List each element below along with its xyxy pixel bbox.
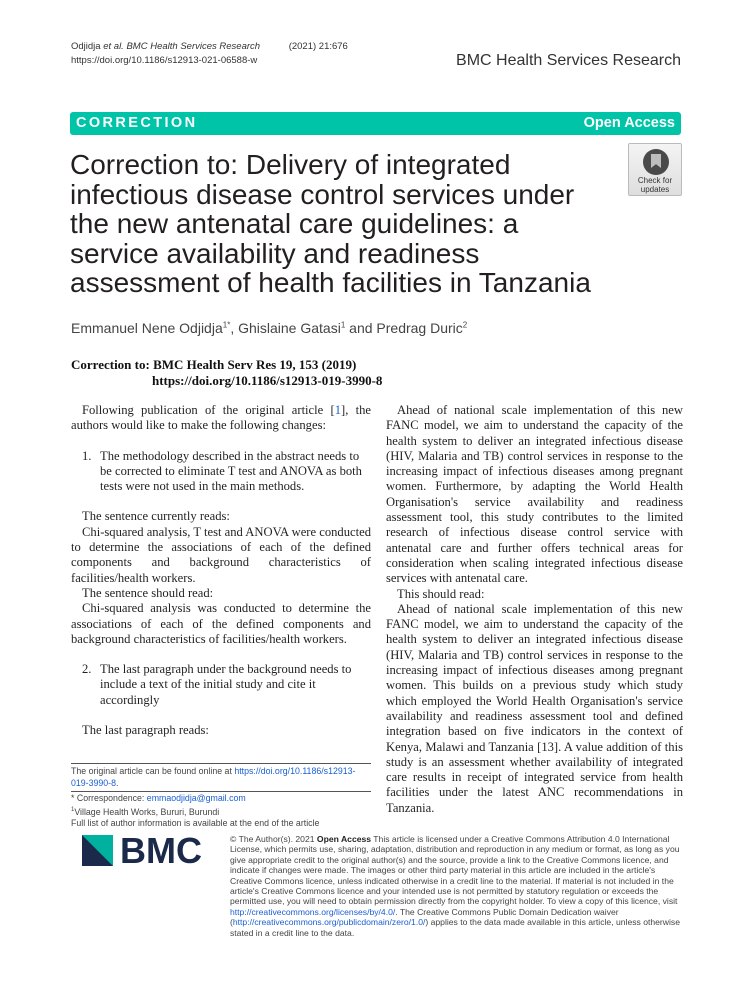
license-open-access: Open Access <box>316 834 372 844</box>
article-title: Correction to: Delivery of integrated infectious disease control services under the new antenatal care guidelines: a service availability and readiness assessment of health facilities in Tanzania <box>70 149 591 298</box>
this-should-read-label: This should read: <box>397 586 485 601</box>
author-affiliation-sup: 1* <box>222 320 231 330</box>
citation-year-volume: (2021) 21:676 <box>288 41 348 52</box>
intro-paragraph <box>71 403 371 434</box>
citation-author: Odjidja <box>71 41 101 52</box>
corrected-paragraph: Ahead of national scale implementation of this new FANC model, we aim to understand the capacity of the health system to deliver an integrated infectious disease (HIV, Malaria and TB) control services in response to the increasing impact of infectious diseases among pregnant women. This builds on a previous study which study which employed the World Health Organisation's service availability and readiness assessment tool and defined integration based on five indicators in the context of Kenya, Malawi and Tanzania [13]. A value addition of this study is an assessment whether availability of integrated care results in receipt of integrated service from health facilities under the latest ANC recommendations in Tanzania. <box>386 601 683 815</box>
correspondence-label: * Correspondence: <box>71 793 147 803</box>
original-paragraph: Ahead of national scale implementation of this new FANC model, we aim to understand the capacity of the health system to deliver an integrated infectious disease (HIV, Malaria and TB) control services in response to the increasing impact of infectious diseases among pregnant women. Furthermore, by adapting the World Health Organisation's service availability and readiness assessment tool, this study contributes to the limited research of infectious disease control service with antenatal care and further offers technical areas for consideration when scaling integrated infectious disease services with antenatal care. <box>386 403 683 586</box>
check-for-updates-badge[interactable] <box>628 143 682 196</box>
footnote-divider <box>71 763 371 764</box>
citation-journal: BMC Health Services Research <box>126 41 261 52</box>
article-doi[interactable]: https://doi.org/10.1186/s12913-021-06588-w <box>71 55 258 66</box>
intro-text: Following publication of the original article [ <box>82 403 335 417</box>
bmc-logo-mark-icon <box>82 835 113 866</box>
correction-reference-citation: Correction to: BMC Health Serv Res 19, 153 (2019) <box>71 357 357 372</box>
license-text: This article is licensed under a Creative Commons Attribution 4.0 International License, which permits use, sharing, adaptation, distribution and reproduction in any medium or format, as long as you give appropriate credit to the original author(s) and the source, provide a link to the Creative Commons licence, and indicate if changes were made. The images or other third party material in this article are included in the article's Creative Commons licence, unless indicated otherwise in a credit line to the material. If material is not included in the article's Creative Commons licence and your intended use is not permitted by statutory regulation or exceeds the permitted use, you will need to obtain permission directly from the copyright holder. To view a copy of this licence, visit <box>230 834 680 907</box>
correction-reference <box>71 357 382 389</box>
body-left-column <box>71 403 371 738</box>
author-affiliation-sup: 1 <box>340 320 346 330</box>
intro-text-end: ], the authors would like to make the following changes: <box>71 403 371 433</box>
footnotes <box>71 763 371 829</box>
citation-line <box>71 40 348 54</box>
changes-list-2 <box>71 662 371 708</box>
running-header <box>71 40 348 68</box>
list-item <box>71 662 371 708</box>
currently-reads-text: Chi-squared analysis, T test and ANOVA were conducted to determine the associations of each of the defined components and background characteristics of facilities/health workers. <box>71 524 371 585</box>
check-updates-line2: updates <box>640 184 670 194</box>
currently-reads-label: The sentence currently reads: <box>82 509 230 524</box>
cc-by-license-link[interactable]: http://creativecommons.org/licenses/by/4.0/ <box>230 906 396 917</box>
affiliation-text: Village Health Works, Bururi, Burundi <box>74 806 220 817</box>
author-separator: , <box>230 320 239 336</box>
list-item-number: 1. <box>82 448 92 463</box>
journal-name: BMC Health Services Research <box>456 52 681 69</box>
check-updates-line1: Check for <box>637 176 673 185</box>
original-article-text: The original article can be found online at <box>71 766 235 776</box>
last-paragraph-label: The last paragraph reads: <box>82 723 209 738</box>
bookmark-icon <box>643 149 669 175</box>
should-read-label: The sentence should read: <box>82 585 214 600</box>
license-text: ) applies to the data made available in this article, unless otherwise stated in a credit line to the data. <box>230 917 680 938</box>
article-type-label: CORRECTION <box>76 115 198 131</box>
author-name[interactable]: Emmanuel Nene Odjidja <box>71 320 223 336</box>
list-item-text: The last paragraph under the background needs to include a text of the initial study and cite it accordingly <box>100 662 352 707</box>
list-item-number: 2. <box>82 662 92 677</box>
changes-list-1 <box>71 449 371 495</box>
cc-zero-waiver-link[interactable]: http://creativecommons.org/publicdomain/zero/1.0/ <box>232 917 426 928</box>
article-type-banner <box>70 112 681 135</box>
author-name[interactable]: Predrag Duric <box>376 320 463 336</box>
author-name[interactable]: Ghislaine Gatasi <box>238 320 341 336</box>
list-item <box>71 449 371 495</box>
bmc-logo-text: BMC <box>120 830 202 871</box>
license-statement <box>230 834 683 938</box>
original-article-link[interactable]: https://doi.org/10.1186/s12913-019-3990-8 <box>71 766 356 788</box>
original-article-note <box>71 766 371 789</box>
correspondence-note <box>71 793 371 805</box>
copyright-text: © The Author(s). 2021 <box>230 834 317 844</box>
footnote-divider <box>71 791 371 792</box>
author-separator: and <box>345 320 377 336</box>
citation-etal: et al. <box>103 41 124 52</box>
bmc-logo <box>82 830 222 871</box>
original-article-period: . <box>116 777 119 788</box>
author-list <box>71 320 467 336</box>
affiliation-sup: 1 <box>71 806 75 813</box>
reference-link-1[interactable]: 1 <box>334 403 341 417</box>
correction-reference-doi[interactable]: https://doi.org/10.1186/s12913-019-3990-8 <box>152 373 383 388</box>
license-text: . The Creative Commons Public Domain Dedication waiver ( <box>230 906 619 928</box>
list-item-text: The methodology described in the abstract needs to be corrected to eliminate T test and ANOVA as both tests were not used in the main methods. <box>100 448 362 494</box>
author-affiliation-sup: 2 <box>462 320 468 330</box>
should-read-text: Chi-squared analysis was conducted to determine the associations of each of the defined components and background characteristics of facilities/health workers. <box>71 601 371 646</box>
correspondence-email-link[interactable]: emmaodjidja@gmail.com <box>146 793 246 803</box>
affiliation-note <box>71 805 371 818</box>
check-for-updates-label <box>629 177 681 194</box>
full-author-info-note: Full list of author information is available at the end of the article <box>71 817 320 828</box>
body-right-column <box>386 403 683 816</box>
open-access-label: Open Access <box>583 115 675 131</box>
